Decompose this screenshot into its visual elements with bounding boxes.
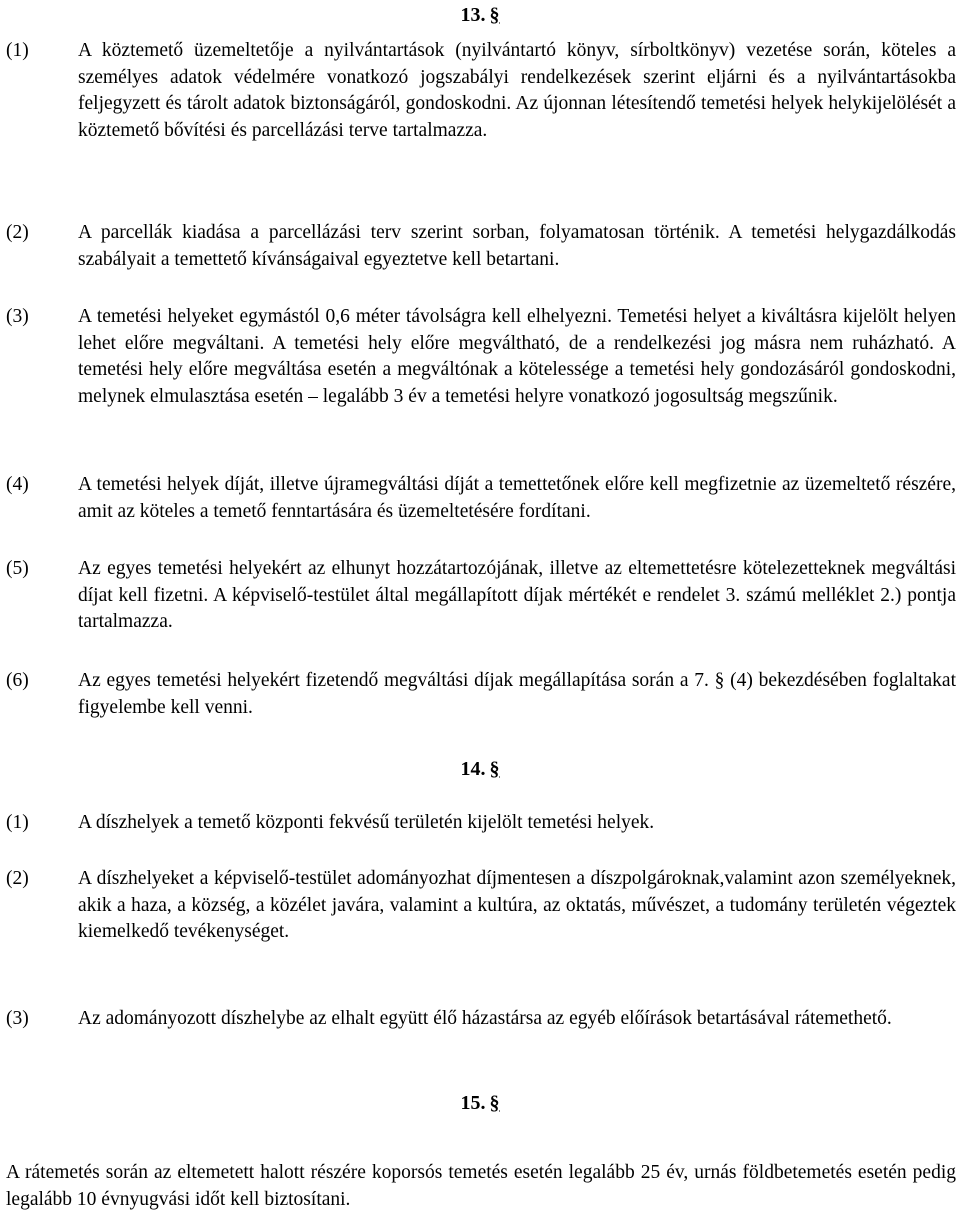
paragraph-13-3 bbox=[6, 304, 956, 410]
paragraph-text: A köztemető üzemeltetője a nyilvántartások (nyilvántartó könyv, sírboltkönyv) vezetése során, köteles a személyes adatok védelmére vonatkozó jogszabályi rendelkezések szerint eljárni és a nyilvántartásokba feljegyzett és tárolt adatok biztonságáról, gondoskodni. Az újonnan létesítendő temetési helyek helykijelölését a köztemető bővítési és parcellázási terve tartalmazza. bbox=[78, 40, 956, 141]
section-sign: § bbox=[489, 758, 500, 780]
section-number: 15. bbox=[460, 1092, 486, 1114]
paragraph-13-1 bbox=[6, 38, 956, 144]
section-15-heading bbox=[0, 1090, 960, 1116]
section-sign: § bbox=[489, 4, 500, 26]
paragraph-number: (1) bbox=[6, 812, 29, 833]
paragraph-13-2 bbox=[6, 220, 956, 273]
paragraph-number: (1) bbox=[6, 40, 29, 61]
section-number: 14. bbox=[460, 758, 486, 780]
section-sign: § bbox=[489, 1092, 500, 1114]
paragraph-number: (2) bbox=[6, 222, 29, 243]
paragraph-13-4 bbox=[6, 472, 956, 525]
paragraph-number: (3) bbox=[6, 1008, 29, 1029]
paragraph-14-3 bbox=[6, 1006, 956, 1033]
paragraph-number: (4) bbox=[6, 474, 29, 495]
paragraph-text: Az egyes temetési helyekért az elhunyt hozzátartozójának, illetve az eltemettetésre kötelezetteknek megváltási díjat kell fizetni. A képviselő-testület által megállapított díjak mértékét e rendelet 3. számú melléklet 2.) pontja tartalmazza. bbox=[78, 558, 956, 632]
paragraph-number: (6) bbox=[6, 670, 29, 691]
paragraph-text: A díszhelyek a temető központi fekvésű területén kijelölt temetési helyek. bbox=[78, 812, 655, 833]
paragraph-number: (3) bbox=[6, 306, 29, 327]
paragraph-text: A temetési helyeket egymástól 0,6 méter távolságra kell elhelyezni. Temetési helyet a kiváltásra kijelölt helyen lehet előre megváltani. A temetési hely előre megváltható, de a rendelkezési jog másra nem ruházható. A temetési hely előre megváltása esetén a megváltónak a kötelessége a temetési hely gondozásáról gondoskodni, melynek elmulasztása esetén – legalább 3 év a temetési helyre vonatkozó jogosultság megszűnik. bbox=[78, 306, 956, 407]
paragraph-14-2 bbox=[6, 866, 956, 946]
paragraph-14-1 bbox=[6, 810, 956, 837]
paragraph-text: Az egyes temetési helyekért fizetendő megváltási díjak megállapítása során a 7. § (4) bekezdésében foglaltakat figyelembe kell venni. bbox=[78, 670, 956, 718]
paragraph-text: A díszhelyeket a képviselő-testület adományozhat díjmentesen a díszpolgároknak,valamint azon személyeknek, akik a haza, a község, a közélet javára, valamint a kultúra, az oktatás, művészet, a tudomány területén végeztek kiemelkedő tevékenységet. bbox=[78, 868, 956, 942]
paragraph-number: (5) bbox=[6, 558, 29, 579]
paragraph-number: (2) bbox=[6, 868, 29, 889]
paragraph-15: A rátemetés során az eltemetett halott részére koporsós temetés esetén legalább 25 év, urnás földbetemetés esetén pedig legalább 10 évnyugvási időt kell biztosítani. bbox=[6, 1162, 956, 1210]
paragraph-text: A temetési helyek díját, illetve újramegváltási díját a temettetőnek előre kell megfizetnie az üzemeltető részére, amit az köteles a temető fenntartására és üzemeltetésére fordítani. bbox=[78, 474, 956, 522]
paragraph-text: A parcellák kiadása a parcellázási terv szerint sorban, folyamatosan történik. A temetési helygazdálkodás szabályait a temettető kívánságaival egyeztetve kell betartani. bbox=[78, 222, 956, 270]
paragraph-13-5 bbox=[6, 556, 956, 636]
paragraph-text: Az adományozott díszhelybe az elhalt együtt élő házastársa az egyéb előírások betartásával rátemethető. bbox=[78, 1008, 892, 1029]
paragraph-13-6 bbox=[6, 668, 956, 721]
section-14-heading bbox=[0, 756, 960, 782]
section-number: 13. bbox=[460, 4, 486, 26]
section-13-heading bbox=[0, 2, 960, 28]
